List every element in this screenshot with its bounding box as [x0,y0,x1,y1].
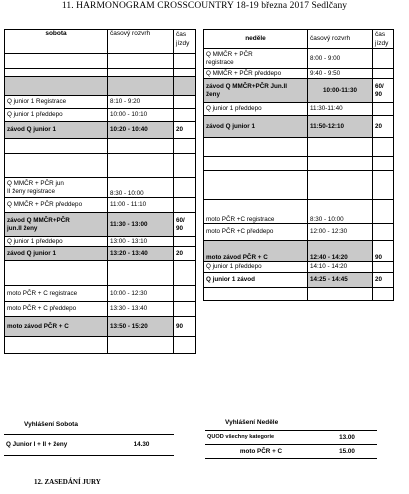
row-ride [174,286,196,302]
row-label: Q junior 1 předdepo [5,109,108,122]
table-row [5,247,196,261]
row-ride [373,69,394,79]
row-label: Q junior 1 Registrace [5,96,108,109]
row-time [108,77,174,96]
row-ride: 90 [174,317,196,337]
table-row [204,116,394,138]
row-label: moto závod PČR + C [204,241,308,262]
row-label: Q MMČR + PČR registrace [204,49,308,69]
row-label: Q junior 1 předdepo [204,262,308,273]
row-ride [174,261,196,286]
row-label [204,288,308,301]
row-time [108,54,174,69]
awards-saturday-table [4,416,174,456]
row-time: 10:00 - 12:30 [108,286,174,302]
table-row [204,171,394,200]
row-ride [174,96,196,109]
awards-saturday-title: Vyhlášení Sobota [4,416,174,434]
page-title: 11. HARMONOGRAM CROSSCOUNTRY 18-19 března 2017 Sedlčany [61,1,348,11]
row-time [308,171,373,200]
table-row [204,79,394,103]
row-label: Q junior 1 předdepo [5,237,108,247]
row-label [5,337,108,354]
row-time [108,69,174,77]
saturday-day-header: sobota [5,30,108,54]
table-row [5,77,196,96]
row-ride [373,138,394,157]
awards-saturday-label: Q Junior I + II + ženy [4,434,109,455]
row-label: moto PČR +C registrace [204,200,308,224]
table-row [5,317,196,337]
table-row [5,122,196,139]
sunday-schedule-table [203,29,394,301]
row-label: Q MMČR + PČR předdepo [204,69,308,79]
row-ride [373,157,394,171]
row-ride: 20 [373,116,394,138]
row-label: závod Q junior 1 [5,247,108,261]
table-row [204,224,394,241]
row-label: Q MMČR + PČR jun II ženy registrace [5,178,108,198]
row-ride: 90 [373,241,394,262]
table-row [5,69,196,77]
row-ride [174,302,196,317]
table-row [5,139,196,154]
jury-meeting-heading: 12. ZASEDÁNÍ JURY [34,478,101,486]
row-time: 13:30 - 13:40 [108,302,174,317]
row-label [204,171,308,200]
table-row [204,138,394,157]
row-label: moto PČR + C předdepo [5,302,108,317]
table-row [5,237,196,247]
row-time: 10:00-11:30 [308,79,373,103]
row-time [108,261,174,286]
table-row [5,109,196,122]
table-row [204,200,394,224]
table-row [5,261,196,286]
table-row [5,286,196,302]
sunday-header-row [204,30,394,49]
saturday-header-row [5,30,196,54]
row-time: 10:00 - 10:10 [108,109,174,122]
table-row [5,96,196,109]
row-label [204,157,308,171]
row-time: 11:30 - 13:00 [108,213,174,237]
awards-sunday-label-1: QUOD všechny kategorie [205,430,317,444]
awards-sunday-label-2: moto PČR + C [205,444,317,458]
row-ride [373,103,394,116]
awards-sunday-title: Vyhlášení Neděle [205,416,377,430]
row-time: 14:10 - 14:20 [308,262,373,273]
row-ride: 60/ 90 [373,79,394,103]
table-row [204,288,394,301]
row-label [5,154,108,178]
row-ride [174,237,196,247]
row-ride: 20 [373,273,394,288]
row-ride [174,178,196,198]
row-label: moto PČR + C registrace [5,286,108,302]
row-ride [373,49,394,69]
row-label: Q MMČR + PČR předdepo [5,198,108,213]
row-label: moto PČR +C předdepo [204,224,308,241]
sunday-time-header: časový rozvrh [308,30,373,49]
row-ride [174,139,196,154]
table-row [204,273,394,288]
row-time: 8:10 - 9:20 [108,96,174,109]
awards-sunday-time-2: 15.00 [317,444,377,458]
row-label [204,138,308,157]
awards-sunday-table [205,416,377,459]
row-time: 11:30-11:40 [308,103,373,116]
row-time [308,138,373,157]
table-row [5,178,196,198]
row-label [5,77,108,96]
row-ride: 20 [174,122,196,139]
row-ride [373,224,394,241]
saturday-ride-header: čas jízdy [174,30,196,54]
row-time [108,337,174,354]
table-row [5,302,196,317]
awards-sunday-time-1: 13.00 [317,430,377,444]
table-row [204,49,394,69]
row-label: moto závod PČR + C [5,317,108,337]
row-ride [174,54,196,69]
table-row [5,154,196,178]
row-time: 12:00 - 12:30 [308,224,373,241]
row-label: závod Q MMČR+PČR jun.II ženy [5,213,108,237]
table-row [5,198,196,213]
row-ride [174,77,196,96]
sunday-ride-header: čas jízdy [373,30,394,49]
table-row [5,54,196,69]
table-row [204,262,394,273]
row-ride [174,198,196,213]
table-row [204,241,394,262]
row-label: závod Q junior 1 [204,116,308,138]
row-time: 14:25 - 14:45 [308,273,373,288]
row-time: 10:20 - 10:40 [108,122,174,139]
row-time: 11:50-12:10 [308,116,373,138]
row-time: 8:00 - 9:00 [308,49,373,69]
row-time: 13:50 - 15:20 [108,317,174,337]
row-ride [174,69,196,77]
saturday-schedule-table [4,29,196,354]
row-ride [373,288,394,301]
row-time [308,157,373,171]
awards-saturday-time: 14.30 [109,434,174,455]
row-time [108,154,174,178]
table-row [204,157,394,171]
row-label: Q junior 1 závod [204,273,308,288]
row-time: 12:40 - 14:20 [308,241,373,262]
row-ride [373,200,394,224]
table-row [204,69,394,79]
row-label [5,54,108,69]
row-time: 13:20 - 13:40 [108,247,174,261]
row-time [108,139,174,154]
row-label: závod Q MMČR+PČR Jun.II ženy [204,79,308,103]
row-time: 9:40 - 9:50 [308,69,373,79]
row-ride: 20 [174,247,196,261]
row-ride: 60/ 90 [174,213,196,237]
row-time: 8:30 - 10:00 [308,200,373,224]
row-ride [174,337,196,354]
row-ride [373,171,394,200]
row-time [308,288,373,301]
row-time: 8:30 - 10:00 [108,178,174,198]
table-row [204,103,394,116]
row-label [5,261,108,286]
row-ride [174,109,196,122]
table-row [5,213,196,237]
row-ride [174,154,196,178]
sunday-day-header: neděle [204,30,308,49]
row-time: 11:00 - 11:10 [108,198,174,213]
table-row [5,337,196,354]
row-label [5,139,108,154]
row-label: Q junior 1 předdepo [204,103,308,116]
row-label [5,69,108,77]
row-label: závod Q junior 1 [5,122,108,139]
row-ride [373,262,394,273]
row-time: 13:00 - 13:10 [108,237,174,247]
saturday-time-header: časový rozvrh [108,30,174,54]
